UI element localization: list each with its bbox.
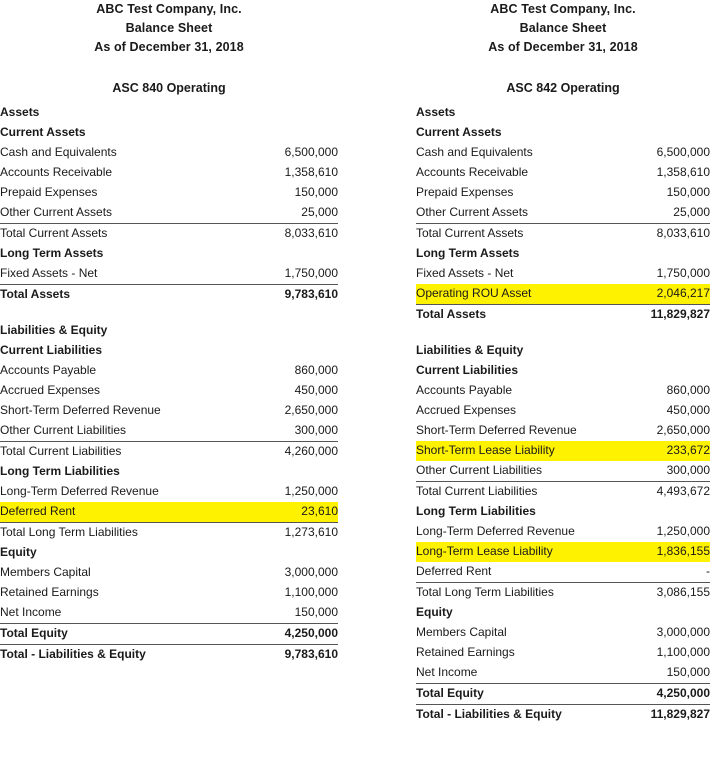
table-row <box>416 123 710 143</box>
row-label: Prepaid Expenses <box>416 185 514 199</box>
table-row <box>416 401 710 421</box>
table-row <box>0 421 338 442</box>
row-label: Total Assets <box>0 287 71 301</box>
row-label: Total - Liabilities & Equity <box>416 707 562 721</box>
row-label: Retained Earnings <box>0 585 99 599</box>
row-value: 25,000 <box>624 203 710 224</box>
row-label: Operating ROU Asset <box>416 284 624 305</box>
row-value: 860,000 <box>294 363 338 377</box>
row-value: 150,000 <box>252 603 338 624</box>
row-label: Assets <box>0 105 40 119</box>
table-row <box>416 461 710 482</box>
table-row <box>416 224 710 245</box>
row-label: Current Liabilities <box>0 343 103 357</box>
row-value: - <box>624 562 710 583</box>
table-row <box>0 163 338 183</box>
table-row <box>416 103 710 123</box>
table-row <box>0 401 338 421</box>
balance-sheet-table-asc842 <box>416 103 710 725</box>
row-label: Other Current Liabilities <box>416 461 624 482</box>
row-value: 25,000 <box>252 203 338 224</box>
table-row <box>416 244 710 264</box>
row-value <box>624 103 710 123</box>
table-row <box>0 603 338 624</box>
row-label: Current Assets <box>0 125 86 139</box>
row-label: Members Capital <box>0 565 91 579</box>
standard-title-asc840: ASC 840 Operating <box>112 81 226 95</box>
row-label: Short-Term Lease Liability <box>416 441 624 461</box>
row-label: Total Long Term Liabilities <box>0 525 138 539</box>
table-row <box>0 183 338 203</box>
row-value <box>252 341 338 361</box>
row-value: 2,046,217 <box>624 284 710 305</box>
table-row <box>0 361 338 381</box>
table-row <box>0 224 338 245</box>
row-value <box>252 462 338 482</box>
document-header-left <box>0 0 338 57</box>
table-row <box>416 163 710 183</box>
table-row <box>416 643 710 663</box>
row-label: Accounts Payable <box>416 383 513 397</box>
row-label: Net Income <box>416 663 624 684</box>
table-row <box>0 264 338 285</box>
row-label: Accrued Expenses <box>416 403 517 417</box>
table-row <box>0 381 338 401</box>
row-value: 2,650,000 <box>284 403 338 417</box>
table-row <box>416 684 710 705</box>
as-of-date: As of December 31, 2018 <box>94 40 244 54</box>
row-value: 11,829,827 <box>650 707 710 721</box>
row-value <box>624 603 710 623</box>
row-value: 2,650,000 <box>656 423 710 437</box>
row-label: Long-Term Lease Liability <box>416 542 624 562</box>
row-label: Short-Term Deferred Revenue <box>0 403 161 417</box>
row-spacer <box>0 305 338 321</box>
row-value: 4,493,672 <box>656 484 710 498</box>
row-value: 8,033,610 <box>656 226 710 240</box>
row-value: 233,672 <box>624 441 710 461</box>
table-row <box>416 264 710 284</box>
row-value: 1,750,000 <box>252 264 338 285</box>
row-label: Deferred Rent <box>0 502 252 523</box>
table-row <box>416 482 710 503</box>
row-label: Long-Term Deferred Revenue <box>416 524 575 538</box>
row-label: Deferred Rent <box>416 562 624 583</box>
row-value: 9,783,610 <box>284 647 338 661</box>
row-value <box>624 123 710 143</box>
row-label: Fixed Assets - Net <box>416 266 514 280</box>
table-row <box>416 284 710 305</box>
statement-name: Balance Sheet <box>519 21 607 35</box>
row-value: 450,000 <box>666 403 710 417</box>
row-value: 6,500,000 <box>656 145 710 159</box>
row-spacer <box>416 325 710 341</box>
row-value <box>624 502 710 522</box>
table-row <box>0 244 338 264</box>
row-label: Total Current Liabilities <box>416 484 538 498</box>
table-row <box>416 603 710 623</box>
row-label: Retained Earnings <box>416 645 515 659</box>
row-value: 450,000 <box>294 383 338 397</box>
row-value <box>252 103 338 123</box>
row-value: 1,750,000 <box>656 266 710 280</box>
row-value <box>624 244 710 264</box>
row-value: 1,250,000 <box>656 524 710 538</box>
table-row <box>416 381 710 401</box>
table-row <box>0 143 338 163</box>
row-value: 4,260,000 <box>284 444 338 458</box>
table-row <box>0 543 338 563</box>
row-label: Total Current Assets <box>0 226 108 240</box>
row-label: Other Current Assets <box>0 203 252 224</box>
row-label: Liabilities & Equity <box>0 323 108 337</box>
row-label: Equity <box>0 545 37 559</box>
row-label: Short-Term Deferred Revenue <box>416 423 577 437</box>
balance-sheet-body-asc840 <box>0 103 338 665</box>
row-label: Total Long Term Liabilities <box>416 585 554 599</box>
row-value: 23,610 <box>252 502 338 523</box>
row-value: 300,000 <box>624 461 710 482</box>
table-row <box>416 663 710 684</box>
row-label: Prepaid Expenses <box>0 185 98 199</box>
row-label: Accounts Receivable <box>416 165 529 179</box>
row-label: Total Current Liabilities <box>0 444 122 458</box>
row-label: Total Equity <box>0 624 252 645</box>
spacer-cell <box>0 305 338 321</box>
table-row <box>0 502 338 523</box>
table-row <box>0 583 338 603</box>
as-of-date: As of December 31, 2018 <box>488 40 638 54</box>
row-value: 1,250,000 <box>284 484 338 498</box>
row-value <box>624 361 710 381</box>
row-label: Cash and Equivalents <box>0 145 117 159</box>
row-label: Accounts Receivable <box>0 165 113 179</box>
row-value: 1,836,155 <box>624 542 710 562</box>
row-label: Other Current Liabilities <box>0 421 252 442</box>
table-row <box>416 143 710 163</box>
table-row <box>0 321 338 341</box>
row-label: Fixed Assets - Net <box>0 264 252 285</box>
table-row <box>416 562 710 583</box>
row-label: Long Term Assets <box>416 246 520 260</box>
row-label: Long Term Liabilities <box>416 504 536 518</box>
table-row <box>416 421 710 441</box>
row-value: 4,250,000 <box>252 624 338 645</box>
row-value: 6,500,000 <box>284 145 338 159</box>
table-row <box>0 462 338 482</box>
table-row <box>416 542 710 562</box>
table-row <box>416 522 710 542</box>
row-label: Long Term Liabilities <box>0 464 120 478</box>
spacer-cell <box>416 325 710 341</box>
statement-name: Balance Sheet <box>125 21 213 35</box>
row-value <box>624 341 710 361</box>
table-row <box>0 624 338 645</box>
row-value: 4,250,000 <box>624 684 710 705</box>
row-value: 11,829,827 <box>650 307 710 321</box>
table-row <box>416 583 710 604</box>
row-value: 150,000 <box>624 663 710 684</box>
row-value: 9,783,610 <box>284 287 338 301</box>
table-row <box>0 285 338 306</box>
row-value: 1,100,000 <box>656 645 710 659</box>
row-label: Net Income <box>0 603 252 624</box>
row-label: Total Equity <box>416 684 624 705</box>
table-row <box>416 305 710 326</box>
table-row <box>0 563 338 583</box>
row-value: 150,000 <box>294 185 338 199</box>
table-row <box>416 705 710 726</box>
company-name: ABC Test Company, Inc. <box>490 2 636 16</box>
row-value: 300,000 <box>252 421 338 442</box>
row-label: Accounts Payable <box>0 363 97 377</box>
table-row <box>416 361 710 381</box>
row-value: 8,033,610 <box>284 226 338 240</box>
row-label: Current Liabilities <box>416 363 519 377</box>
table-row <box>0 482 338 502</box>
row-value <box>252 123 338 143</box>
table-row <box>416 203 710 224</box>
table-row <box>0 203 338 224</box>
row-value <box>252 244 338 264</box>
row-value: 3,000,000 <box>284 565 338 579</box>
table-row <box>0 442 338 463</box>
row-label: Total Current Assets <box>416 226 524 240</box>
row-value: 3,086,155 <box>656 585 710 599</box>
table-row <box>416 502 710 522</box>
row-label: Long-Term Deferred Revenue <box>0 484 159 498</box>
table-row <box>416 183 710 203</box>
row-label: Equity <box>416 605 453 619</box>
row-value: 1,358,610 <box>284 165 338 179</box>
row-label: Long Term Assets <box>0 246 104 260</box>
table-row <box>416 623 710 643</box>
row-value: 860,000 <box>666 383 710 397</box>
row-value: 1,358,610 <box>656 165 710 179</box>
row-label: Current Assets <box>416 125 502 139</box>
balance-sheet-table-asc840 <box>0 103 338 665</box>
table-row <box>0 645 338 666</box>
row-value: 150,000 <box>666 185 710 199</box>
row-value: 1,273,610 <box>284 525 338 539</box>
row-value: 1,100,000 <box>284 585 338 599</box>
row-label: Liabilities & Equity <box>416 343 524 357</box>
document-header-right <box>416 0 710 57</box>
row-value <box>252 543 338 563</box>
company-name: ABC Test Company, Inc. <box>96 2 242 16</box>
row-label: Cash and Equivalents <box>416 145 533 159</box>
row-label: Members Capital <box>416 625 507 639</box>
balance-sheet-body-asc842 <box>416 103 710 725</box>
row-value <box>252 321 338 341</box>
row-label: Assets <box>416 105 456 119</box>
panel-asc842 <box>360 0 720 770</box>
row-label: Total - Liabilities & Equity <box>0 647 146 661</box>
table-row <box>0 103 338 123</box>
table-row <box>0 341 338 361</box>
row-value: 3,000,000 <box>656 625 710 639</box>
table-row <box>0 123 338 143</box>
standard-title-asc842: ASC 842 Operating <box>506 81 620 95</box>
row-label: Other Current Assets <box>416 203 624 224</box>
table-row <box>416 341 710 361</box>
row-label: Total Assets <box>416 307 487 321</box>
table-row <box>416 441 710 461</box>
row-label: Accrued Expenses <box>0 383 101 397</box>
table-row <box>0 523 338 544</box>
